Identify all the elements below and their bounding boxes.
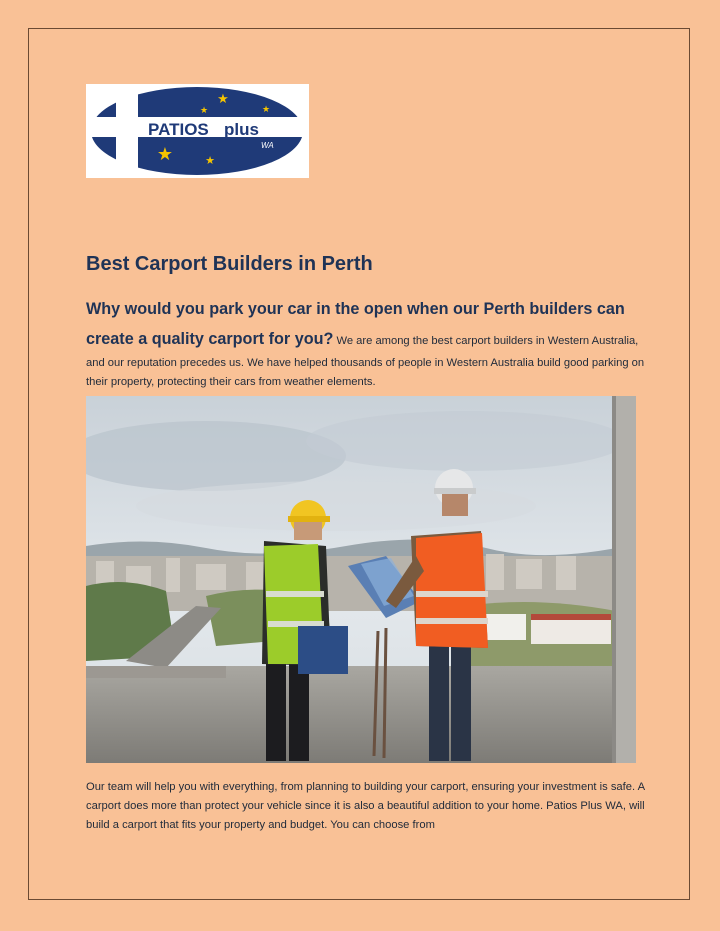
svg-text:★: ★ — [217, 91, 229, 106]
svg-text:★: ★ — [205, 155, 215, 167]
brand-logo — [86, 84, 309, 178]
intro-paragraph — [86, 294, 646, 392]
svg-text:★: ★ — [199, 105, 209, 115]
lead-question: Why would you park your car in the open when our Perth builders can create a quality carport for you? — [86, 300, 625, 348]
hero-photo — [86, 396, 636, 763]
svg-text:★: ★ — [261, 104, 271, 114]
svg-text:★: ★ — [156, 144, 174, 164]
logo-brand-main: PATIOS — [148, 120, 209, 139]
logo-brand-accent: plus — [224, 120, 259, 139]
body-paragraph: Our team will help you with everything, from planning to building your carport, ensuring your investment is safe. A carport does more than protect your vehicle since it is also a beautiful addition to your home. Patios Plus WA, will build a carport that fits your property and budget. You can choose from — [86, 781, 645, 831]
logo-region: WA — [261, 141, 274, 150]
page-title: Best Carport Builders in Perth — [86, 253, 373, 275]
intro-text: We are among the best carport builders in Western Australia, and our reputation precedes us. We have helped thousands of people in Western Australia build good parking on their property, protecting their cars from weather elements. — [86, 335, 645, 388]
